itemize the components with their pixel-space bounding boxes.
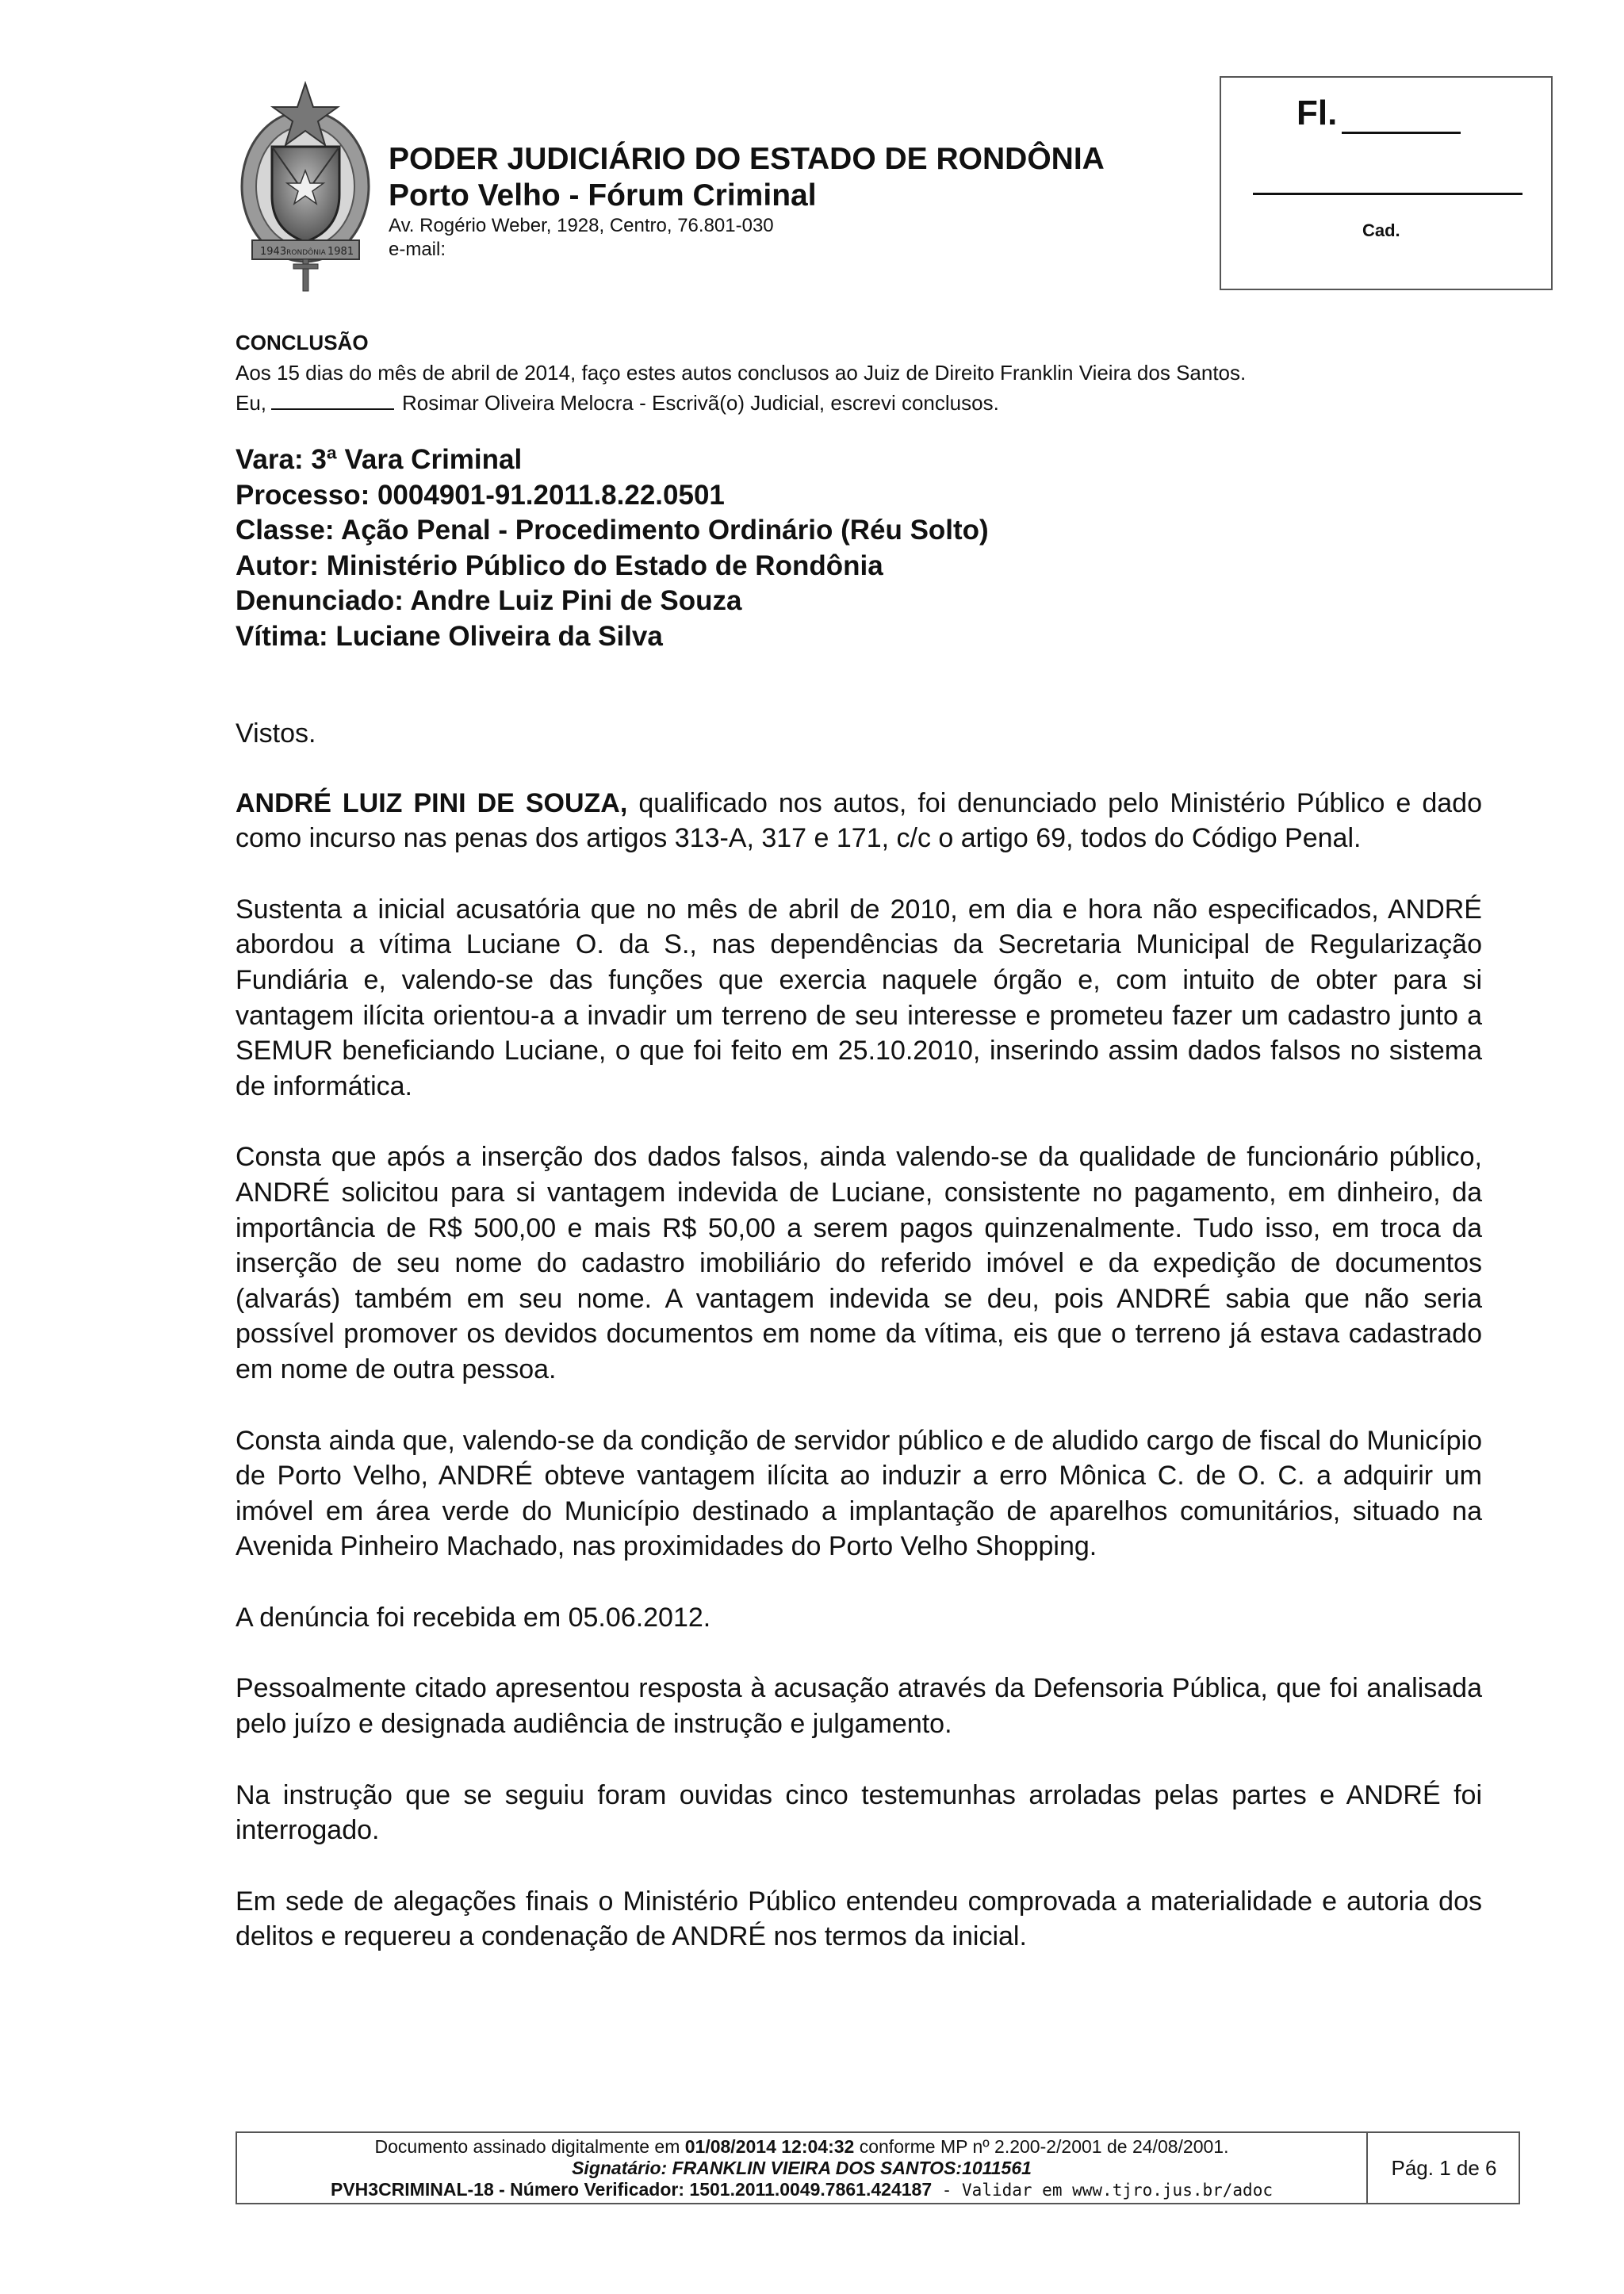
- conclusao-line-2: [236, 388, 1584, 418]
- conclusao-line-1: Aos 15 dias do mês de abril de 2014, faço estes autos conclusos ao Juiz de Direito Franklin Vieira dos Santos.: [236, 361, 1247, 385]
- decision-body: [236, 716, 1482, 1990]
- coat-of-arms-icon: [236, 75, 375, 297]
- signature-blank: [271, 389, 394, 410]
- folio-blank-line: [1342, 132, 1461, 134]
- paragraph-7: Na instrução que se seguiu foram ouvidas cinco testemunhas arroladas pelas partes e ANDRÉ foi interrogado.: [236, 1779, 1482, 1846]
- court-address: Av. Rogério Weber, 1928, Centro, 76.801-030: [389, 215, 774, 236]
- case-classe: Classe: Ação Penal - Procedimento Ordinário (Réu Solto): [236, 515, 989, 546]
- paragraph-2: Sustenta a inicial acusatória que no mês de abril de 2010, em dia e hora não especificados, ANDRÉ abordou a vítima Luciane O. da S., nas dependências da Secretaria Municipal de Regularização Fundiária e, valendo-se das funções que exercia naquele órgão e, com intuito de obter para si vantagem ilícita orientou-a a invadir um terreno de seu interesse e prometeu fazer um cadastro junto a SEMUR beneficiando Luciane, o que foi feito em 25.10.2010, inserindo assim dados falsos no sistema de informática.: [236, 894, 1482, 1101]
- page-number: Pág. 1 de 6: [1391, 2155, 1497, 2180]
- footer-line-3: [237, 2179, 1366, 2201]
- conclusao-title: CONCLUSÃO: [236, 331, 369, 354]
- case-info: [236, 442, 1584, 654]
- conclusao-line-2-suffix: Rosimar Oliveira Melocra - Escrivã(o) Judicial, escrevi conclusos.: [402, 391, 999, 415]
- footer-verifier: PVH3CRIMINAL-18 - Número Verificador: 1501.2011.0049.7861.424187: [330, 2179, 933, 2200]
- conclusao-section: [236, 327, 1584, 418]
- court-email-label: e-mail:: [389, 239, 446, 260]
- signature-footer: [236, 2131, 1520, 2204]
- footer-validate-text: - Validar em: [932, 2181, 1073, 2200]
- signature-info: [237, 2133, 1368, 2203]
- court-subtitle: Porto Velho - Fórum Criminal: [389, 178, 817, 213]
- footer-line-2: [237, 2158, 1366, 2179]
- footer-mp-text: conforme MP nº 2.200-2/2001 de 24/08/2001.: [859, 2136, 1229, 2157]
- footer-line-1: [237, 2136, 1366, 2158]
- case-processo: Processo: 0004901-91.2011.8.22.0501: [236, 479, 725, 511]
- case-vara: Vara: 3ª Vara Criminal: [236, 444, 523, 475]
- footer-signatory: Signatário: FRANKLIN VIEIRA DOS SANTOS:1011561: [572, 2158, 1032, 2178]
- defendant-name: ANDRÉ LUIZ PINI DE SOUZA,: [236, 787, 628, 818]
- paragraph-8: Em sede de alegações finais o Ministério Público entendeu comprovada a materialidade e autoria dos delitos e requereu a condenação de ANDRÉ nos termos da inicial.: [236, 1886, 1482, 1952]
- emblem-year-right: 1981: [327, 246, 354, 258]
- paragraph-1-text: qualificado nos autos, foi denunciado pelo Ministério Público e dado como incurso nas penas dos artigos 313-A, 317 e 171, c/c o artigo 69, todos do Código Penal.: [236, 787, 1482, 854]
- footer-sign-date: 01/08/2014 12:04:32: [684, 2136, 855, 2157]
- court-header: [389, 141, 1182, 262]
- court-title: PODER JUDICIÁRIO DO ESTADO DE RONDÔNIA: [389, 142, 1105, 176]
- cad-label: Cad.: [1362, 220, 1400, 240]
- paragraph-5: A denúncia foi recebida em 05.06.2012.: [236, 1602, 711, 1633]
- vistos: Vistos.: [236, 718, 316, 749]
- case-vitima: Vítima: Luciane Oliveira da Silva: [236, 620, 663, 652]
- case-autor: Autor: Ministério Público do Estado de Rondônia: [236, 550, 883, 581]
- paragraph-1: [236, 786, 1482, 856]
- footer-validate-url[interactable]: www.tjro.jus.br/adoc: [1072, 2181, 1273, 2200]
- footer-signed-text: Documento assinado digitalmente em: [374, 2136, 680, 2157]
- emblem-ribbon-text: RONDÔNIA: [286, 249, 326, 257]
- paragraph-6: Pessoalmente citado apresentou resposta à acusação através da Defensoria Pública, que foi analisada pelo juízo e designada audiência de instrução e julgamento.: [236, 1673, 1482, 1740]
- case-denunciado: Denunciado: Andre Luiz Pini de Souza: [236, 585, 742, 616]
- paragraph-3: Consta que após a inserção dos dados falsos, ainda valendo-se da qualidade de funcionário público, ANDRÉ solicitou para si vantagem indevida de Luciane, consistente no pagamento, em dinheiro, da importância de R$ 500,00 e mais R$ 50,00 a serem pagos quinzenalmente. Tudo isso, em troca da inserção de seu nome do cadastro imobiliário do referido imóvel e da expedição de documentos (alvarás) também em seu nome. A vantagem indevida se deu, pois ANDRÉ sabia que não seria possível promover os devidos documentos em nome da vítima, eis que o terreno já estava cadastrado em nome de outra pessoa.: [236, 1142, 1482, 1384]
- conclusao-line-2-prefix: Eu,: [236, 391, 267, 415]
- emblem-year-left: 1943: [260, 246, 287, 258]
- folio-signature-line: [1253, 193, 1522, 195]
- folio-label: Fl.: [1297, 94, 1338, 132]
- paragraph-4: Consta ainda que, valendo-se da condição de servidor público e de aludido cargo de fiscal do Município de Porto Velho, ANDRÉ obteve vantagem ilícita ao induzir a erro Mônica C. de O. C. a adquirir um imóvel em área verde do Município destinado a implantação de aparelhos comunitários, situado na Avenida Pinheiro Machado, nas proximidades do Porto Velho Shopping.: [236, 1425, 1482, 1562]
- folio-box: [1220, 76, 1553, 290]
